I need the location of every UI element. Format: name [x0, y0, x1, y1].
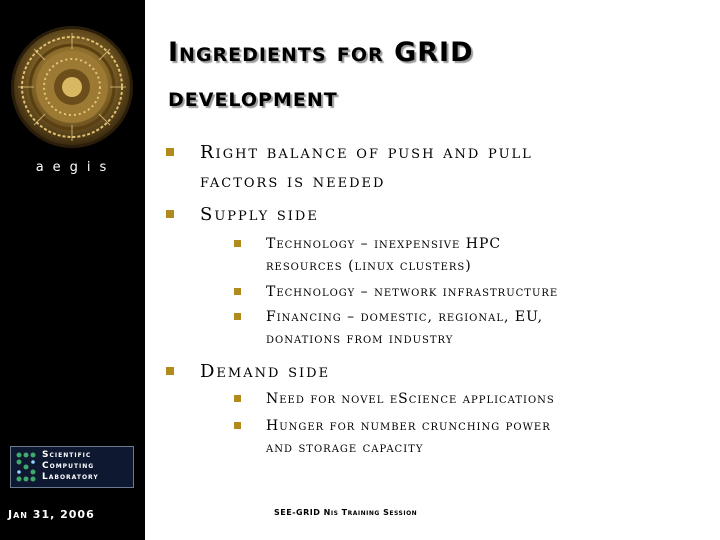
sub-bullet-2-1-line-2: resources (linux clusters)	[266, 258, 472, 274]
sub-bullet-square-icon	[234, 240, 241, 247]
sub-bullet-2-3-line-1: Financing – domestic, regional, EU,	[266, 309, 544, 325]
scl-line-1: Scientific	[42, 450, 92, 460]
scl-line-3: Laboratory	[42, 472, 99, 482]
scl-line-2: Computing	[42, 461, 95, 471]
aegis-logo-text: aegis	[35, 160, 116, 175]
slide-date: Jan 31, 2006	[8, 508, 95, 521]
bullet-square-icon	[166, 148, 174, 156]
sub-bullet-3-2-line-2: and storage capacity	[266, 440, 424, 456]
sub-bullet-3-2	[266, 415, 686, 459]
slide-title-line-1: Ingredients for GRID	[168, 37, 474, 68]
slide-footer: SEE-GRID Nis Training Session	[274, 508, 418, 517]
bullet-3: Demand side	[200, 361, 331, 382]
sub-bullet-2-1-line-1: Technology – inexpensive HPC	[266, 236, 502, 252]
sub-bullet-square-icon	[234, 288, 241, 295]
sub-bullet-square-icon	[234, 422, 241, 429]
slide-title-line-2: development	[168, 82, 338, 113]
slide-title	[168, 30, 708, 120]
sub-bullet-2-3-line-2: donations from industry	[266, 331, 454, 347]
sub-bullet-2-3	[266, 306, 686, 350]
bullet-1-line-1: Right balance of push and pull	[200, 142, 533, 163]
bullet-square-icon	[166, 210, 174, 218]
sub-bullet-2-2: Technology – network infrastructure	[266, 284, 559, 300]
sub-bullet-3-1: Need for novel eScience applications	[266, 391, 555, 407]
bullet-square-icon	[166, 367, 174, 375]
sub-bullet-square-icon	[234, 313, 241, 320]
bullet-1	[200, 138, 680, 196]
bullet-2: Supply side	[200, 204, 319, 225]
sub-bullet-square-icon	[234, 395, 241, 402]
sidebar	[0, 0, 145, 540]
sub-bullet-2-1	[266, 233, 686, 277]
aegis-shield-emblem	[8, 23, 136, 151]
scl-dots-icon	[13, 451, 41, 483]
bullet-1-line-2: factors is needed	[200, 171, 386, 192]
sub-bullet-3-2-line-1: Hunger for number crunching power	[266, 418, 551, 434]
scientific-computing-laboratory-logo	[10, 446, 134, 488]
